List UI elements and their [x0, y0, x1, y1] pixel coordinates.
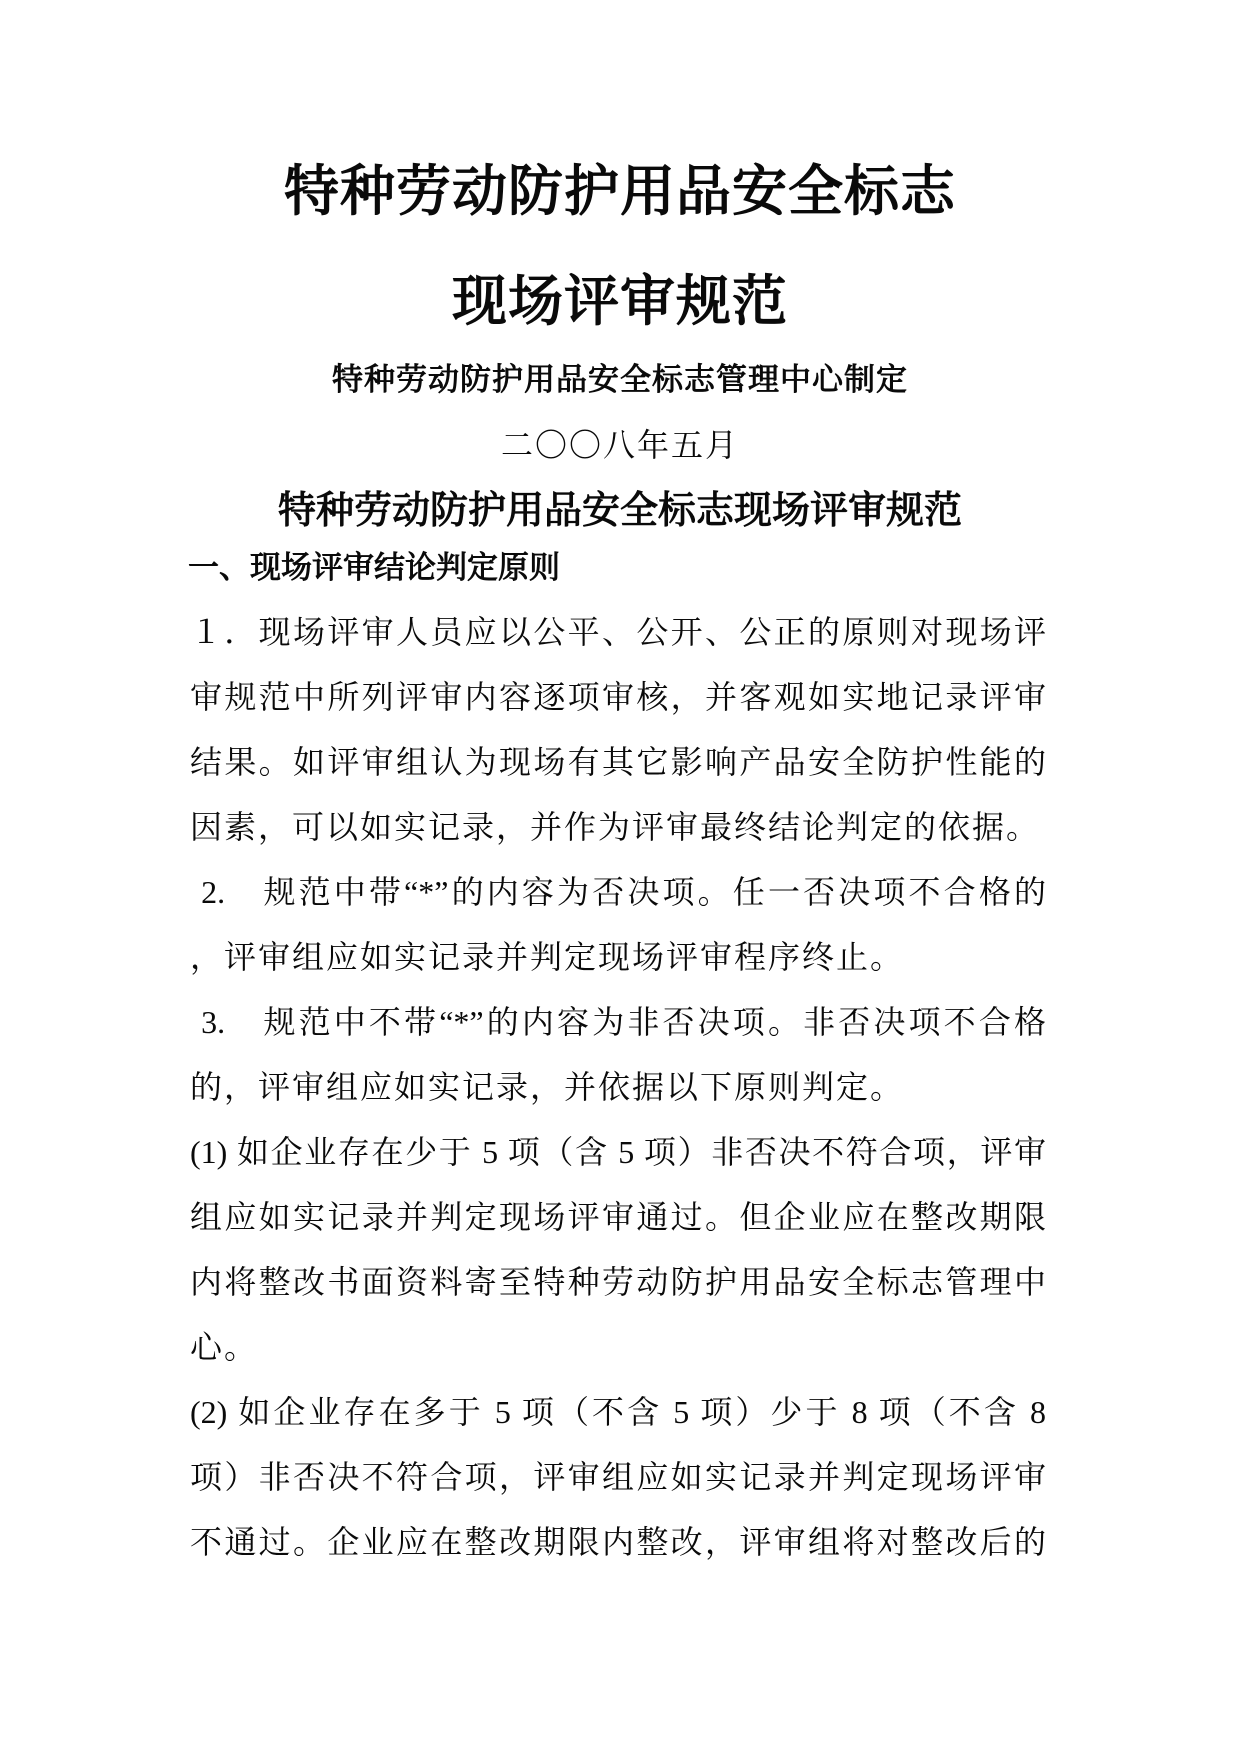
document-body: [190, 600, 1046, 1575]
doc-subtitle: 特种劳动防护用品安全标志管理中心制定: [332, 362, 908, 397]
body-line: 不通过。企业应在整改期限内整改，评审组将对整改后的: [190, 1524, 1046, 1560]
body-line: (1) 如企业存在少于 5 项（含 5 项）非否决不符合项，评审: [190, 1134, 1046, 1170]
body-line: ，评审组应如实记录并判定现场评审程序终止。: [190, 939, 905, 975]
page-title-line2: 现场评审规范: [451, 271, 788, 332]
body-line: 内将整改书面资料寄至特种劳动防护用品安全标志管理中: [190, 1264, 1046, 1300]
body-line: 心。: [190, 1329, 259, 1365]
body-line: １．现场评审人员应以公平、公开、公正的原则对现场评: [190, 614, 1046, 650]
body-line: 3. 规范中不带“*”的内容为非否决项。非否决项不合格: [190, 1004, 1046, 1040]
body-line: 项）非否决不符合项，评审组应如实记录并判定现场评审: [190, 1459, 1046, 1495]
body-line: 结果。如评审组认为现场有其它影响产品安全防护性能的: [190, 744, 1046, 780]
body-line: 2. 规范中带“*”的内容为否决项。任一否决项不合格的: [190, 874, 1046, 910]
body-line: 审规范中所列评审内容逐项审核，并客观如实地记录评审: [190, 679, 1046, 715]
body-line: (2) 如企业存在多于 5 项（不含 5 项）少于 8 项（不含 8: [190, 1394, 1046, 1430]
doc-heading: 特种劳动防护用品安全标志现场评审规范: [277, 490, 962, 532]
body-line: 组应如实记录并判定现场评审通过。但企业应在整改期限: [190, 1199, 1046, 1235]
doc-date: 二〇〇八年五月: [500, 427, 739, 463]
body-line: 的，评审组应如实记录，并依据以下原则判定。: [190, 1069, 905, 1105]
section-heading: 一、现场评审结论判定原则: [188, 550, 560, 585]
page-title-line1: 特种劳动防护用品安全标志: [283, 161, 956, 222]
body-line: 因素，可以如实记录，并作为评审最终结论判定的依据。: [190, 809, 1041, 845]
